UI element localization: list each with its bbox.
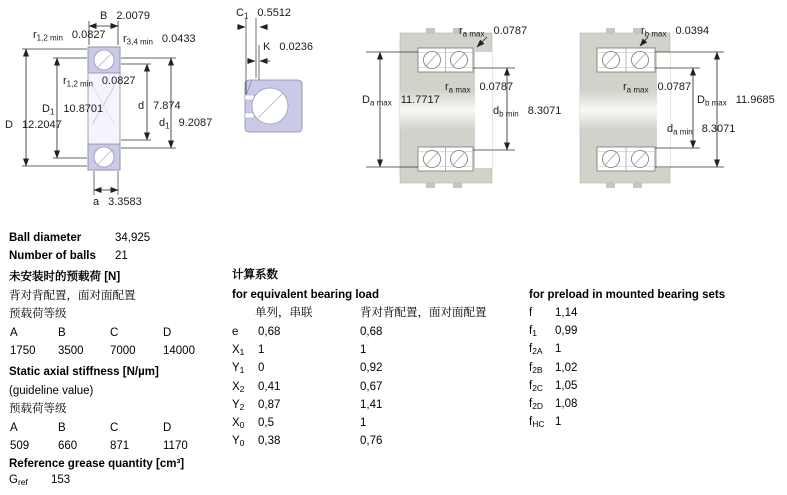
col2-header: 背对背配置，面对面配置	[360, 307, 487, 319]
cell: 7000	[110, 345, 136, 357]
factors-subtitle: for equivalent bearing load	[232, 289, 379, 301]
dim-rb-max: $r_{b max}$ 0.0394	[641, 25, 710, 39]
preload-title: 未安装时的预载荷 [N]	[9, 271, 121, 283]
preload-factor-row-f2C: $f_{2C}$ 1,05	[529, 380, 578, 393]
cell: 1170	[163, 440, 188, 452]
dim-r12min-inner: $r_{1,2 min}$ 0.0827	[63, 75, 136, 89]
stiffness-subtitle: (guideline value)	[9, 385, 94, 397]
dim-a: a 3.3583	[93, 196, 142, 208]
stiffness-class-label: 预载荷等级	[9, 403, 67, 415]
dim-Da-max: $D_{a max}$ 11.7717	[362, 94, 440, 108]
col1-header: 单列，串联	[255, 307, 313, 319]
dim-K: K 0.0236	[263, 41, 313, 53]
grease-title: Reference grease quantity [cm³]	[9, 458, 185, 470]
cell: 871	[110, 440, 130, 452]
dim-ra-max-mid: $r_{a max}$ 0.0787	[445, 81, 514, 95]
factor-row-X1: $X_1$ 1 1	[232, 344, 367, 357]
dim-width-B: B 2.0079	[100, 10, 150, 22]
factor-row-Y0: $Y_0$ 0,38 0,76	[232, 435, 383, 448]
cell: D	[163, 327, 172, 339]
cell: B	[58, 327, 66, 339]
dim-C1: $C_1$ 0.5512	[236, 7, 292, 21]
cell: C	[110, 327, 119, 339]
cell: A	[10, 422, 18, 434]
factors-title: 计算系数	[232, 269, 278, 281]
spec-number-of-balls: Number of balls 21	[9, 250, 128, 262]
dim-ra-max-b: $r_{a max}$ 0.0787	[623, 81, 692, 95]
preload-class-label: 预载荷等级	[9, 308, 67, 320]
preload-factor-row-f2A: $f_{2A}$ 1	[529, 343, 562, 356]
dim-d1: $d_1$ 9.2087	[159, 117, 213, 131]
cell: A	[10, 327, 18, 339]
dim-db-min: $d_{b min}$ 8.3071	[493, 105, 562, 119]
factor-row-Y2: $Y_2$ 0,87 1,41	[232, 399, 383, 412]
dim-r34min: $r_{3,4 min}$ 0.0433	[123, 33, 196, 47]
grease-row: $G_{ref}$ 153	[9, 474, 71, 487]
factor-row-X0: $X_0$ 0,5 1	[232, 417, 367, 430]
cell: 14000	[163, 345, 195, 357]
preload-factor-row-f1: $f_1$ 0,99	[529, 325, 578, 338]
cell: B	[58, 422, 66, 434]
cell: 660	[58, 440, 78, 452]
preload-factor-row-f2B: $f_{2B}$ 1,02	[529, 362, 578, 375]
preload-subtitle: 背对背配置，面对面配置	[9, 290, 136, 302]
factor-row-e: e 0,68 0,68	[232, 326, 383, 338]
dim-ra-max-top: $r_{a max}$ 0.0787	[459, 25, 528, 39]
preload-factor-row-f2D: $f_{2D}$ 1,08	[529, 398, 578, 411]
drawing-bearing-corner-detail	[225, 0, 335, 150]
dim-D: D 12.2047	[5, 119, 62, 131]
dim-r12min-top: $r_{1,2 min}$ 0.0827	[33, 29, 106, 43]
factor-row-Y1: $Y_1$ 0 0,92	[232, 362, 383, 375]
cell: 509	[10, 440, 30, 452]
cell: D	[163, 422, 172, 434]
dim-D1: $D_1$ 10.8701	[42, 103, 104, 117]
preload-factors-title: for preload in mounted bearing sets	[529, 289, 726, 301]
cell: 3500	[58, 345, 84, 357]
dim-da-min: $d_{a min}$ 8.3071	[667, 123, 736, 137]
factor-row-X2: $X_2$ 0,41 0,67	[232, 381, 383, 394]
dim-Db-max: $D_{b max}$ 11.9685	[697, 94, 775, 108]
cell: 1750	[10, 345, 36, 357]
spec-ball-diameter: Ball diameter 34,925	[9, 232, 151, 244]
preload-factor-row-fHC: $f_{HC}$ 1	[529, 416, 562, 429]
stiffness-title: Static axial stiffness [N/µm]	[9, 366, 159, 378]
cell: C	[110, 422, 119, 434]
preload-factor-row-f: f 1,14	[529, 307, 578, 319]
dim-d: d 7.874	[138, 100, 181, 112]
